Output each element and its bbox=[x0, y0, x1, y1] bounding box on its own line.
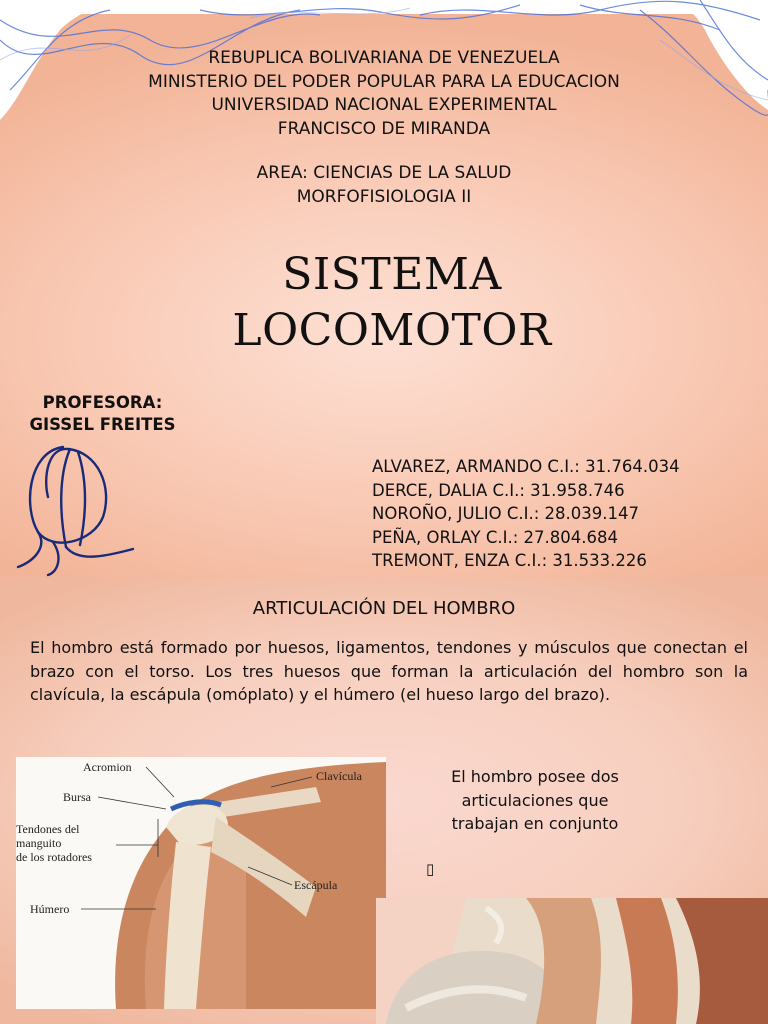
placeholder-glyph: ▯ bbox=[426, 860, 435, 878]
label-clavicula: Clavícula bbox=[316, 769, 362, 783]
label-acromion: Acromion bbox=[83, 760, 132, 774]
student-item: DERCE, DALIA C.I.: 31.958.746 bbox=[372, 480, 625, 500]
institution-line: UNIVERSIDAD NACIONAL EXPERIMENTAL bbox=[211, 95, 557, 115]
shoulder-anatomy-figure bbox=[16, 757, 386, 1009]
label-humero: Húmero bbox=[30, 902, 70, 916]
student-item: PEÑA, ORLAY C.I.: 27.804.684 bbox=[372, 527, 619, 547]
institution-header bbox=[0, 47, 768, 141]
label-tendones-3: de los rotadores bbox=[16, 850, 92, 864]
title-line-1: SISTEMA bbox=[282, 249, 502, 300]
page-title bbox=[0, 247, 768, 359]
signature-drawing bbox=[8, 437, 143, 577]
side-note: El hombro posee dos articulaciones que trabajan en conjunto bbox=[451, 767, 619, 833]
students-list bbox=[372, 455, 680, 573]
professor-name: GISSEL FREITES bbox=[29, 415, 176, 434]
student-item: ALVAREZ, ARMANDO C.I.: 31.764.034 bbox=[372, 457, 680, 476]
professor-block bbox=[0, 392, 205, 436]
area-text: AREA: CIENCIAS DE LA SALUD bbox=[256, 163, 512, 183]
student-item: NOROÑO, JULIO C.I.: 28.039.147 bbox=[372, 504, 639, 523]
label-tendones-2: manguito bbox=[16, 836, 62, 850]
subject-text: MORFOFISIOLOGIA II bbox=[296, 186, 472, 207]
institution-line: MINISTERIO DEL PODER POPULAR PARA LA EDUCACION bbox=[148, 71, 620, 92]
student-item: TREMONT, ENZA C.I.: 31.533.226 bbox=[372, 551, 647, 570]
professor-label: PROFESORA: bbox=[42, 393, 163, 412]
neck-anatomy-figure bbox=[376, 898, 768, 1024]
intro-paragraph: El hombro está formado por huesos, ligamentos, tendones y músculos que conectan el brazo con el torso. Los tres huesos que forman la articulación del hombro son la clavícula, la escápula (omóplato) y el húmero (el hueso largo del brazo). bbox=[30, 638, 748, 704]
area-block bbox=[0, 162, 768, 209]
label-tendones-1: Tendones del bbox=[16, 822, 80, 836]
label-escapula: Escápula bbox=[294, 878, 338, 892]
title-line-2: LOCOMOTOR bbox=[232, 305, 552, 356]
institution-line: FRANCISCO DE MIRANDA bbox=[277, 118, 491, 139]
institution-line: REBUPLICA BOLIVARIANA DE VENEZUELA bbox=[208, 48, 560, 68]
section-title: ARTICULACIÓN DEL HOMBRO bbox=[252, 598, 516, 619]
label-bursa: Bursa bbox=[63, 790, 91, 804]
